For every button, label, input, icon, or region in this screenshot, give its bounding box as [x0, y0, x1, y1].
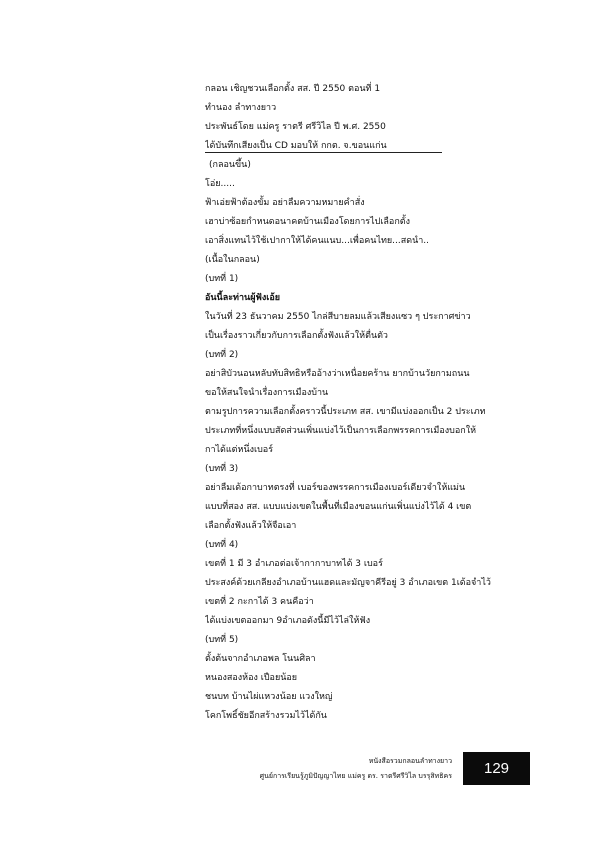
- poem-line: อย่าสิบัวนอนหลับทับสิทธิหรืออ้างว่าเหนื่อยคร้าน ยากบ้านวัยกามถนน: [205, 369, 470, 379]
- poem-line: ชนบท บ้านไผ่แหวงน้อย แวงใหญ่: [205, 692, 333, 702]
- poem-line: ประสงค์ด้วยเกลียงอำเภอบ้านแฮดและมัญจาคีรีอยู่ 3 อำเภอเขต 1เด้อจำไว้: [205, 578, 491, 588]
- header-divider: [205, 152, 442, 153]
- poem-line: (กลอนขึ้น): [209, 160, 251, 170]
- page-footer: [230, 754, 452, 784]
- verse-heading: (บทที่ 5): [205, 635, 239, 645]
- poem-line: โคกโพธิ์ชัยอีกสร้างรวมไว้ได้กัน: [205, 711, 327, 721]
- poem-line: หนองสองห้อง เปือยน้อย: [205, 673, 298, 683]
- poem-line: ได้แบ่งเขตออกมา 9อำเภอดังนี้มีไว้ไล่ให้ฟัง: [205, 616, 371, 626]
- page-number-badge: [463, 752, 530, 785]
- poem-line: ประเภทที่หนึ่งแบบสัดส่วนเพิ่นแบ่งไว้เป็นการเลือกพรรคการเมืองบอกให้: [205, 426, 477, 436]
- footer-book-title: หนังสือรวมกลอนลำทางยาว: [368, 757, 452, 765]
- poem-line: เป็นเรื่องราวเกี่ยวกับการเลือกตั้งฟังแล้วให้ตื่นตัว: [205, 331, 388, 341]
- poem-line: ตั้งต้นจากอำเภอพล โนนศิลา: [205, 654, 316, 664]
- poem-content: [205, 80, 525, 726]
- poem-line: อันนี้ละท่านผู้ฟังเอ้ย: [205, 293, 280, 303]
- verse-heading: (บทที่ 2): [205, 350, 239, 360]
- poem-line: เขตที่ 2 กะกาได้ 3 คนคือว่า: [205, 597, 314, 607]
- verse-heading: (บทที่ 4): [205, 540, 239, 550]
- melody-line: ทำนอง ลำทางยาว: [205, 103, 277, 113]
- verse-heading: (บทที่ 1): [205, 274, 239, 284]
- poem-line: กาได้แต่หนึ่งเบอร์: [205, 445, 274, 455]
- poem-line: เขตที่ 1 มี 3 อำเภอต่อเจ้ากากาบาทได้ 3 เบอร์: [205, 559, 383, 569]
- section-heading: (เนื้อในกลอน): [205, 255, 260, 265]
- poem-line: แบบที่สอง สส. แบบแบ่งเขตในพื้นที่เมืองขอนแก่นเพิ่นแบ่งไว้ได้ 4 เขต: [205, 502, 472, 512]
- author-line: ประพันธ์โดย แม่ครู ราตรี ศรีวิไล ปี พ.ศ. 2550: [205, 122, 386, 132]
- recording-line: ได้บันทึกเสียงเป็น CD มอบให้ กกต. จ.ขอนแก่น: [205, 141, 387, 151]
- footer-publisher: ศูนย์การเรียนรู้ภูมิปัญญาไทย แม่ครู ดร. ราตรีศรีวิไล บรรุสิทธิคร: [259, 772, 452, 780]
- poem-line: เอาสิ่งแทนไว้ใช้เปากาให้ได้คนแนบ...เพื่อคนไทย...สดนำ..: [205, 236, 430, 246]
- verse-heading: (บทที่ 3): [205, 464, 239, 474]
- poem-title: กลอน เชิญชวนเลือกตั้ง สส. ปี 2550 ตอนที่ 1: [205, 84, 381, 94]
- poem-line: โอ่ย.....: [205, 179, 235, 189]
- poem-line: ในวันที่ 23 ธันวาคม 2550 ไกล่สีบายลมแล้วเสียงแซว ๆ ประกาศข่าว: [205, 312, 471, 322]
- poem-line: เฮาบ่าซ้อยกำหนดอนาคตบ้านเมืองโดยการไปเลือกตั้ง: [205, 217, 411, 227]
- poem-line: อย่าลืมเด้อกาบาทตรงที่ เบอร์ของพรรคการเมืองเบอร์เดียวจำให้แม่น: [205, 483, 466, 493]
- poem-line: เลือกตั้งฟังแล้วให้จือเอา: [205, 521, 297, 531]
- page-number: 129: [483, 760, 510, 777]
- poem-line: ขอให้สนใจนำเรื่องการเมืองบ้าน: [205, 388, 329, 398]
- poem-line: ฟ้าเอ่ยฟ้าต้องขั้ม อย่าลืมความหมายคำสั่ง: [205, 198, 365, 208]
- poem-line: ตามรูปการความเลือกตั้งคราวนี้ประเภท สส. เขามีแบ่งออกเป็น 2 ประเภท: [205, 407, 486, 417]
